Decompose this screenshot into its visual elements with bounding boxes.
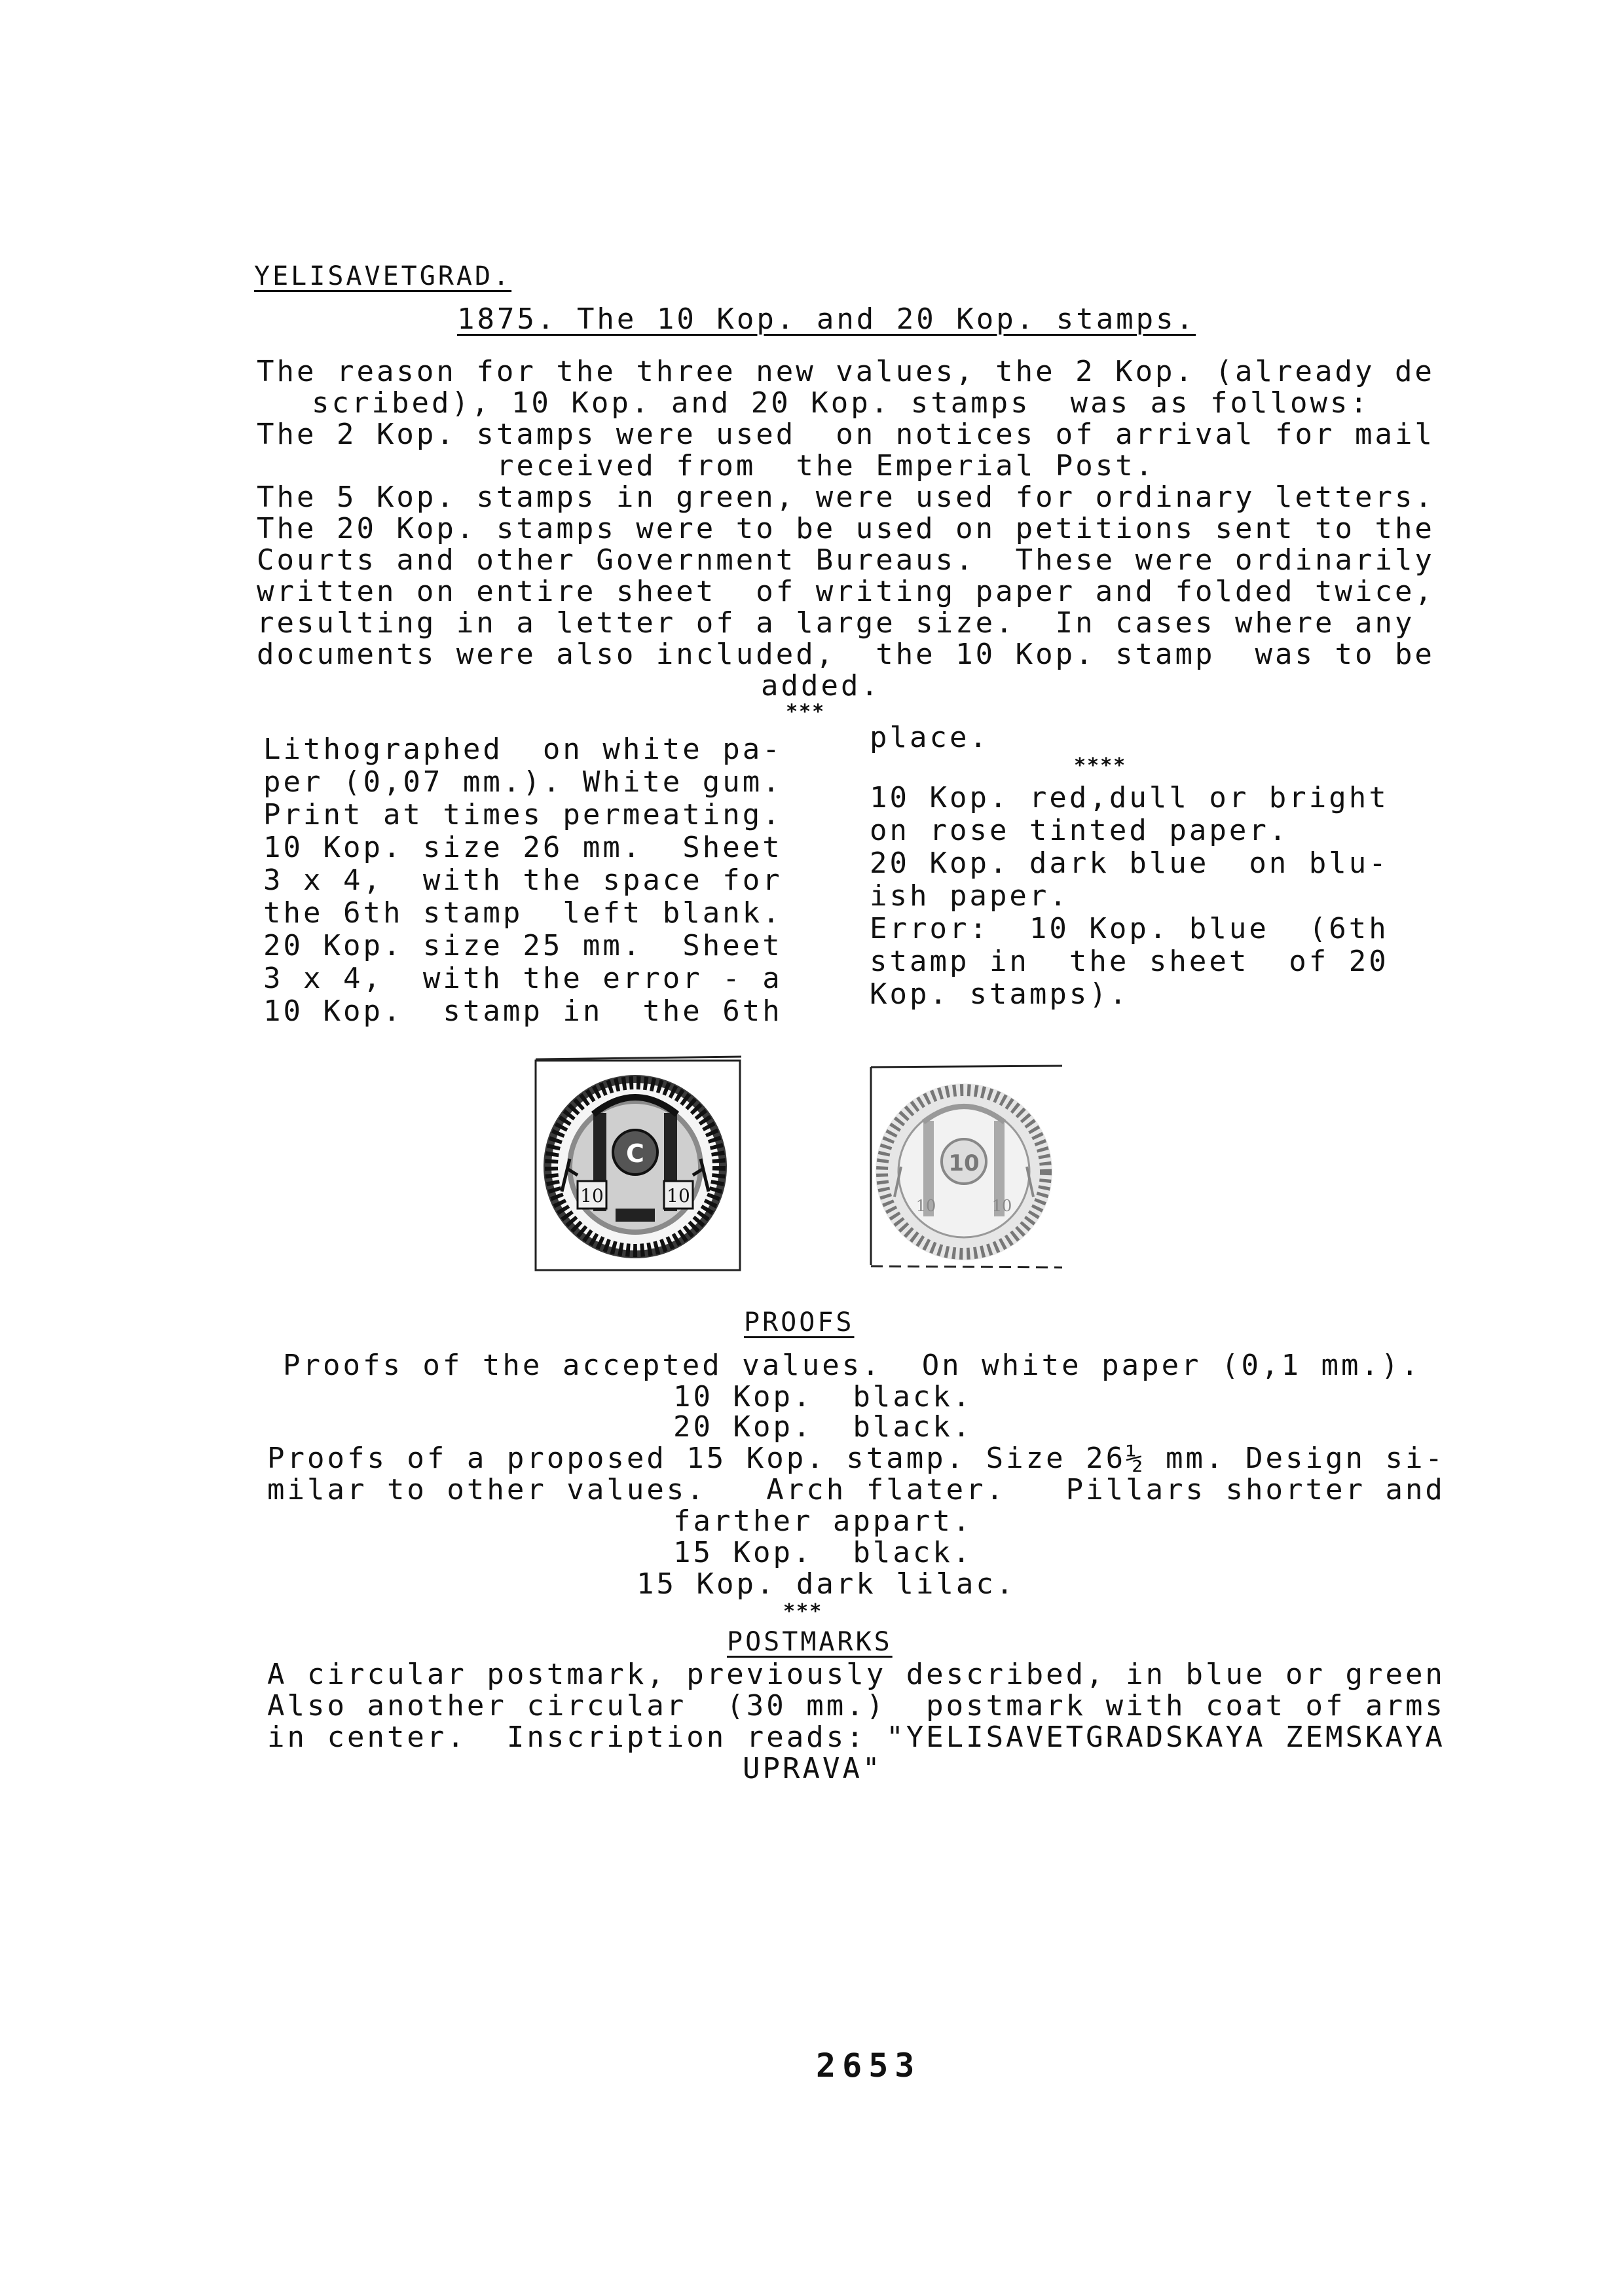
intro-line: added. bbox=[761, 669, 881, 702]
left-col-line: 10 Kop. stamp in the 6th bbox=[263, 994, 783, 1028]
stamp-value-right: 10 bbox=[667, 1185, 690, 1207]
intro-line: Courts and other Government Bureaus. These were ordinarily bbox=[257, 543, 1435, 577]
stamp-value-right: 10 bbox=[991, 1197, 1012, 1215]
postmarks-line: A circular postmark, previously described, in blue or green bbox=[267, 1658, 1445, 1691]
postmarks-heading: POSTMARKS bbox=[727, 1627, 893, 1657]
left-col-line: 10 Kop. size 26 mm. Sheet bbox=[263, 831, 783, 864]
proofs-line: milar to other values. Arch flater. Pillars shorter and bbox=[267, 1473, 1445, 1506]
left-col-line: 3 x 4, with the space for bbox=[263, 864, 783, 897]
right-col-line: Kop. stamps). bbox=[870, 977, 1130, 1011]
left-col-line: per (0,07 mm.). White gum. bbox=[263, 765, 783, 799]
right-col-line: place. bbox=[870, 721, 989, 754]
left-col-line: 20 Kop. size 25 mm. Sheet bbox=[263, 929, 783, 962]
stamp-image-light bbox=[866, 1062, 1075, 1278]
right-col-line: on rose tinted paper. bbox=[870, 814, 1289, 847]
right-col-line: stamp in the sheet of 20 bbox=[870, 945, 1389, 978]
page-title: YELISAVETGRAD. bbox=[254, 261, 512, 291]
proofs-line: 15 Kop. black. bbox=[673, 1536, 973, 1569]
separator-stars: *** bbox=[783, 1600, 823, 1623]
postmarks-line: in center. Inscription reads: "YELISAVETGRADSKAYA ZEMSKAYA bbox=[267, 1721, 1445, 1754]
svg-text:C: C bbox=[626, 1139, 644, 1168]
intro-line: The 2 Kop. stamps were used on notices of arrival for mail bbox=[257, 418, 1435, 451]
proofs-line: 15 Kop. dark lilac. bbox=[637, 1567, 1016, 1601]
right-col-line: 20 Kop. dark blue on blu- bbox=[870, 847, 1389, 880]
intro-line: documents were also included, the 10 Kop. stamp was to be bbox=[257, 638, 1435, 671]
right-col-line: Error: 10 Kop. blue (6th bbox=[870, 912, 1389, 945]
intro-line: written on entire sheet of writing paper and folded twice, bbox=[257, 575, 1435, 608]
separator-stars: *** bbox=[786, 701, 826, 723]
proofs-line: 10 Kop. black. bbox=[673, 1380, 973, 1413]
proofs-line: Proofs of a proposed 15 Kop. stamp. Size 26½ mm. Design si- bbox=[267, 1442, 1445, 1475]
intro-line: The reason for the three new values, the 2 Kop. (already de bbox=[257, 355, 1435, 388]
proofs-line: Proofs of the accepted values. On white paper (0,1 mm.). bbox=[283, 1349, 1421, 1382]
right-col-line: ish paper. bbox=[870, 879, 1069, 913]
page-number: 2653 bbox=[816, 2047, 921, 2085]
left-col-line: the 6th stamp left blank. bbox=[263, 896, 783, 930]
proofs-line: 20 Kop. black. bbox=[673, 1410, 973, 1444]
stamp-value-left: 10 bbox=[915, 1197, 936, 1215]
proofs-heading: PROOFS bbox=[744, 1307, 855, 1338]
left-col-line: Print at times permeating. bbox=[263, 798, 783, 831]
intro-line: resulting in a letter of a large size. In cases where any bbox=[257, 606, 1415, 640]
stamp-value-left: 10 bbox=[580, 1185, 604, 1207]
right-col-line: 10 Kop. red,dull or bright bbox=[870, 781, 1389, 814]
intro-line: received from the Emperial Post. bbox=[496, 449, 1156, 483]
stamp-center-value: 10 bbox=[948, 1150, 980, 1176]
proofs-line: farther appart. bbox=[673, 1504, 973, 1538]
left-col-line: 3 x 4, with the error - a bbox=[263, 962, 783, 995]
intro-line: The 20 Kop. stamps were to be used on petitions sent to the bbox=[257, 512, 1435, 545]
section-subtitle: 1875. The 10 Kop. and 20 Kop. stamps. bbox=[457, 302, 1196, 336]
intro-line: scribed), 10 Kop. and 20 Kop. stamps was as follows: bbox=[312, 386, 1370, 420]
left-col-line: Lithographed on white pa- bbox=[263, 733, 783, 766]
separator-stars: **** bbox=[1074, 754, 1127, 777]
postmarks-line: Also another circular (30 mm.) postmark with coat of arms bbox=[267, 1689, 1445, 1722]
intro-line: The 5 Kop. stamps in green, were used for ordinary letters. bbox=[257, 481, 1435, 514]
postmarks-line: UPRAVA" bbox=[743, 1752, 883, 1785]
stamp-image-dark bbox=[530, 1054, 747, 1280]
